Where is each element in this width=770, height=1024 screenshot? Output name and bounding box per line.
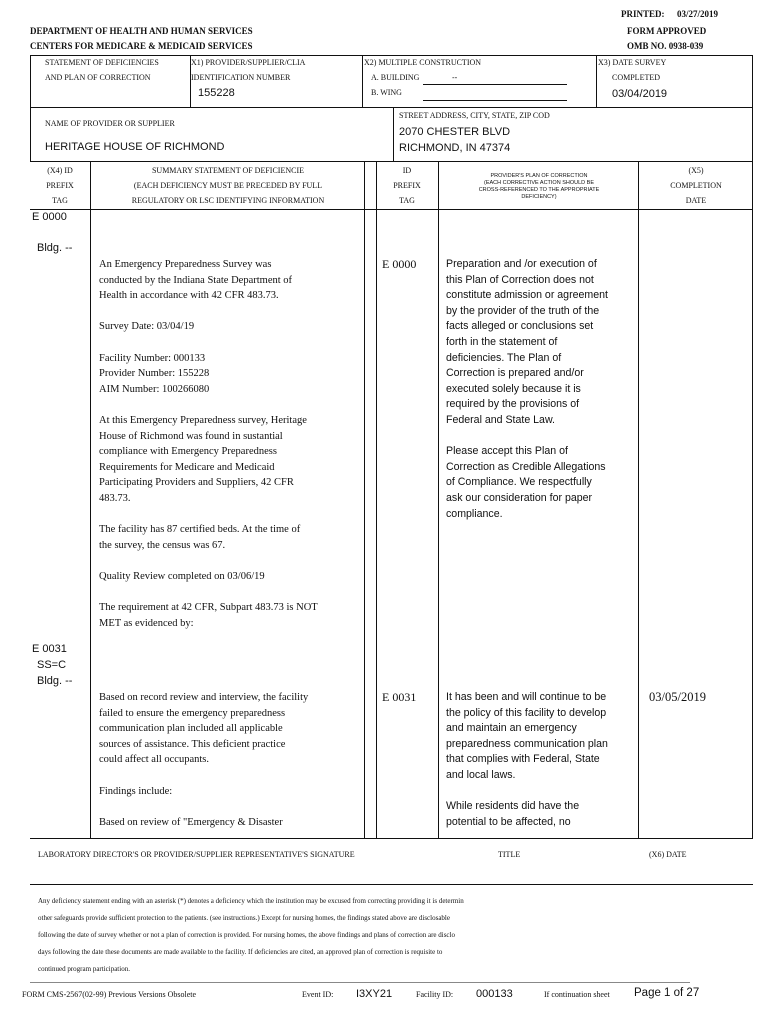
poc-line: executed solely because it is <box>446 382 581 395</box>
summary-line: Based on record review and interview, the facility <box>99 692 309 703</box>
summary-line: communication plan included all applicable <box>99 723 283 735</box>
poc-line: Correction as Credible Allegations <box>446 460 606 473</box>
summary-line: Quality Review completed on 03/06/19 <box>99 570 265 582</box>
form-approved-label: FORM APPROVED <box>627 26 707 36</box>
col-x4-tag: TAG <box>52 196 68 205</box>
provider-number: 155228 <box>198 87 235 99</box>
signature-label: LABORATORY DIRECTOR'S OR PROVIDER/SUPPLIER REPRESENTATIVE'S SIGNATURE <box>38 850 355 859</box>
building-label: A. BUILDING <box>371 73 420 82</box>
signature-date-label: (X6) DATE <box>649 850 687 859</box>
poc-line: that complies with Federal, State <box>446 753 600 766</box>
summary-line: conducted by the Indiana State Department of <box>99 274 293 286</box>
page-number: Page 1 of 27 <box>634 987 700 999</box>
identification-label: IDENTIFICATION NUMBER <box>191 73 291 82</box>
summary-line: 483.73. <box>99 492 131 504</box>
disclaimer-line: days following the date these documents are made available to the facility. If deficiencies are cited, an approved plan of correction is requisite to <box>38 948 443 956</box>
divider <box>30 161 753 162</box>
summary-e0031 <box>99 690 361 830</box>
disclaimer <box>38 893 464 978</box>
poc-line: While residents did have the <box>446 800 580 813</box>
divider <box>364 161 365 838</box>
summary-line: Facility Number: 000133 <box>99 352 206 364</box>
summary-line: Health in accordance with 42 CFR 483.73. <box>99 290 279 302</box>
provider-name-label: NAME OF PROVIDER OR SUPPLIER <box>45 119 175 128</box>
col-poc-title: PROVIDER'S PLAN OF CORRECTION <box>490 173 588 179</box>
summary-line: AIM Number: 100266080 <box>99 383 210 395</box>
multiple-construction-label: X2) MULTIPLE CONSTRUCTION <box>364 58 482 67</box>
id-tag-e0000: E 0000 <box>382 257 417 271</box>
completion-date-e0031: 03/05/2019 <box>649 690 706 704</box>
poc-line: It has been and will continue to be <box>446 691 607 703</box>
divider <box>30 209 753 210</box>
event-id: I3XY21 <box>356 988 393 1000</box>
provider-name: HERITAGE HOUSE OF RICHMOND <box>45 141 225 153</box>
divider <box>438 161 439 838</box>
poc-line: constitute admission or agreement <box>446 289 608 302</box>
summary-line: Participating Providers and Suppliers, 42 CFR <box>99 477 294 489</box>
poc-line: the policy of this facility to develop <box>446 706 607 719</box>
survey-date-label: X3) DATE SURVEY <box>598 58 667 67</box>
col-completion: COMPLETION <box>670 181 722 190</box>
event-id-label: Event ID: <box>302 990 334 999</box>
tag-e0000: E 0000 <box>32 211 67 223</box>
col-summary-line3: REGULATORY OR LSC IDENTIFYING INFORMATION <box>131 196 325 205</box>
department-title: DEPARTMENT OF HEALTH AND HUMAN SERVICES <box>30 26 253 36</box>
divider <box>752 161 753 838</box>
scope-severity: SS=C <box>37 659 67 671</box>
poc-line: Federal and State Law. <box>446 413 555 426</box>
centers-title: CENTERS FOR MEDICARE & MEDICAID SERVICES <box>30 41 253 51</box>
col-id-prefix: PREFIX <box>393 181 421 190</box>
poc-line: Correction is prepared and/or <box>446 367 584 380</box>
poc-line: compliance. <box>446 507 503 520</box>
summary-line: An Emergency Preparedness Survey was <box>99 259 272 270</box>
poc-line: deficiencies. The Plan of <box>446 351 562 364</box>
col-date: DATE <box>685 196 707 205</box>
completed-label: COMPLETED <box>612 73 660 82</box>
col-poc-line2: (EACH CORRECTIVE ACTION SHOULD BE <box>483 180 595 186</box>
provider-id-label: X1) PROVIDER/SUPPLIER/CLIA <box>191 58 306 67</box>
summary-line: Findings include: <box>99 785 173 797</box>
col-poc-line3: CROSS-REFERENCED TO THE APPROPRIATE <box>478 187 600 193</box>
statement-label: STATEMENT OF DEFICIENCIES <box>45 58 159 67</box>
summary-line: The requirement at 42 CFR, Subpart 483.73 is NOT <box>99 602 318 614</box>
summary-line: Provider Number: 155228 <box>99 368 210 380</box>
form-number: FORM CMS-2567(02-99) Previous Versions Obsolete <box>22 990 197 999</box>
poc-line: required by the provisions of <box>446 398 580 411</box>
col-x4-prefix: PREFIX <box>46 181 74 190</box>
summary-line: MET as evidenced by: <box>99 617 194 629</box>
poc-line: and maintain an emergency <box>446 722 577 735</box>
disclaimer-line: Any deficiency statement ending with an asterisk (*) denotes a deficiency which the institution may be excused from correcting providing it is determin <box>38 897 464 905</box>
col-x5: (X5) <box>688 166 704 175</box>
divider <box>638 161 639 838</box>
omb-number: OMB NO. 0938-039 <box>627 41 704 51</box>
divider <box>30 107 753 108</box>
summary-line: failed to ensure the emergency preparedness <box>99 707 286 719</box>
divider <box>30 55 753 56</box>
poc-line: ask our consideration for paper <box>446 491 593 504</box>
address-label: STREET ADDRESS, CITY, STATE, ZIP COD <box>399 111 550 120</box>
plan-label: AND PLAN OF CORRECTION <box>45 73 151 82</box>
poc-line: facts alleged or conclusions set <box>446 320 594 333</box>
id-tag-e0031: E 0031 <box>382 690 417 704</box>
printed-label: PRINTED: <box>621 9 665 19</box>
summary-line: compliance with Emergency Preparedness <box>99 446 277 458</box>
poc-line: this Plan of Correction does not <box>446 273 594 286</box>
divider <box>30 838 753 839</box>
summary-line: The facility has 87 certified beds. At the time of <box>99 524 301 536</box>
summary-line: Based on review of "Emergency & Disaster <box>99 816 283 828</box>
divider <box>30 55 31 161</box>
bldg-label: Bldg. -- <box>37 675 73 687</box>
divider <box>30 982 690 983</box>
poc-line: of Compliance. We respectfully <box>446 476 592 489</box>
poc-e0031 <box>446 690 636 830</box>
divider <box>596 55 597 107</box>
poc-line: forth in the statement of <box>446 335 558 348</box>
summary-line: sources of assistance. This deficient practice <box>99 738 286 750</box>
poc-line: preparedness communication plan <box>446 737 608 750</box>
col-x4-id: (X4) ID <box>47 166 73 175</box>
poc-line: by the provider of the truth of the <box>446 304 600 317</box>
bldg-label: Bldg. -- <box>37 242 73 254</box>
street-address: 2070 CHESTER BLVD <box>399 126 511 138</box>
wing-line <box>423 100 567 101</box>
divider <box>362 55 363 107</box>
poc-line: Preparation and /or execution of <box>446 258 597 270</box>
facility-id-label: Facility ID: <box>416 990 454 999</box>
disclaimer-line: other safeguards provide sufficient protection to the patients. (see instructions.) Except for nursing homes, the findings stated above are disclosable <box>38 914 450 922</box>
city-state-zip: RICHMOND, IN 47374 <box>399 142 511 154</box>
col-summary-title: SUMMARY STATEMENT OF DEFICIENCIE <box>151 166 305 175</box>
continuation-label: If continuation sheet <box>544 990 610 999</box>
wing-label: B. WING <box>371 88 402 97</box>
building-line <box>423 84 567 85</box>
summary-line: Survey Date: 03/04/19 <box>99 321 195 333</box>
summary-line: the survey, the census was 67. <box>99 539 226 551</box>
summary-line: Requirements for Medicare and Medicaid <box>99 461 275 473</box>
divider <box>752 55 753 161</box>
printed-date: 03/27/2019 <box>677 9 719 19</box>
divider <box>393 107 394 161</box>
col-id: ID <box>402 166 412 175</box>
divider <box>376 161 377 838</box>
col-id-tag: TAG <box>399 196 415 205</box>
facility-id: 000133 <box>476 988 513 1000</box>
divider <box>90 161 91 838</box>
disclaimer-line: following the date of survey whether or not a plan of correction is provided. For nursing homes, the above findings and plans of correction are disclo <box>38 931 455 939</box>
summary-line: House of Richmond was found in sustantial <box>99 430 283 442</box>
summary-e0000 <box>99 257 361 631</box>
col-poc-line4: DEFICIENCY) <box>521 194 557 200</box>
poc-line: Please accept this Plan of <box>446 445 568 458</box>
tag-e0031: E 0031 <box>32 643 67 655</box>
summary-line: At this Emergency Preparedness survey, Heritage <box>99 414 307 426</box>
poc-line: and local laws. <box>446 768 516 781</box>
divider <box>30 884 753 885</box>
col-summary-line2: (EACH DEFICIENCY MUST BE PRECEDED BY FULL <box>133 181 323 190</box>
poc-line: potential to be affected, no <box>446 815 571 828</box>
building-value: -- <box>452 73 458 82</box>
summary-line: could affect all occupants. <box>99 754 210 766</box>
disclaimer-line: continued program participation. <box>38 965 130 973</box>
poc-e0000 <box>446 257 636 522</box>
survey-date: 03/04/2019 <box>612 88 668 100</box>
signature-title-label: TITLE <box>498 850 521 859</box>
